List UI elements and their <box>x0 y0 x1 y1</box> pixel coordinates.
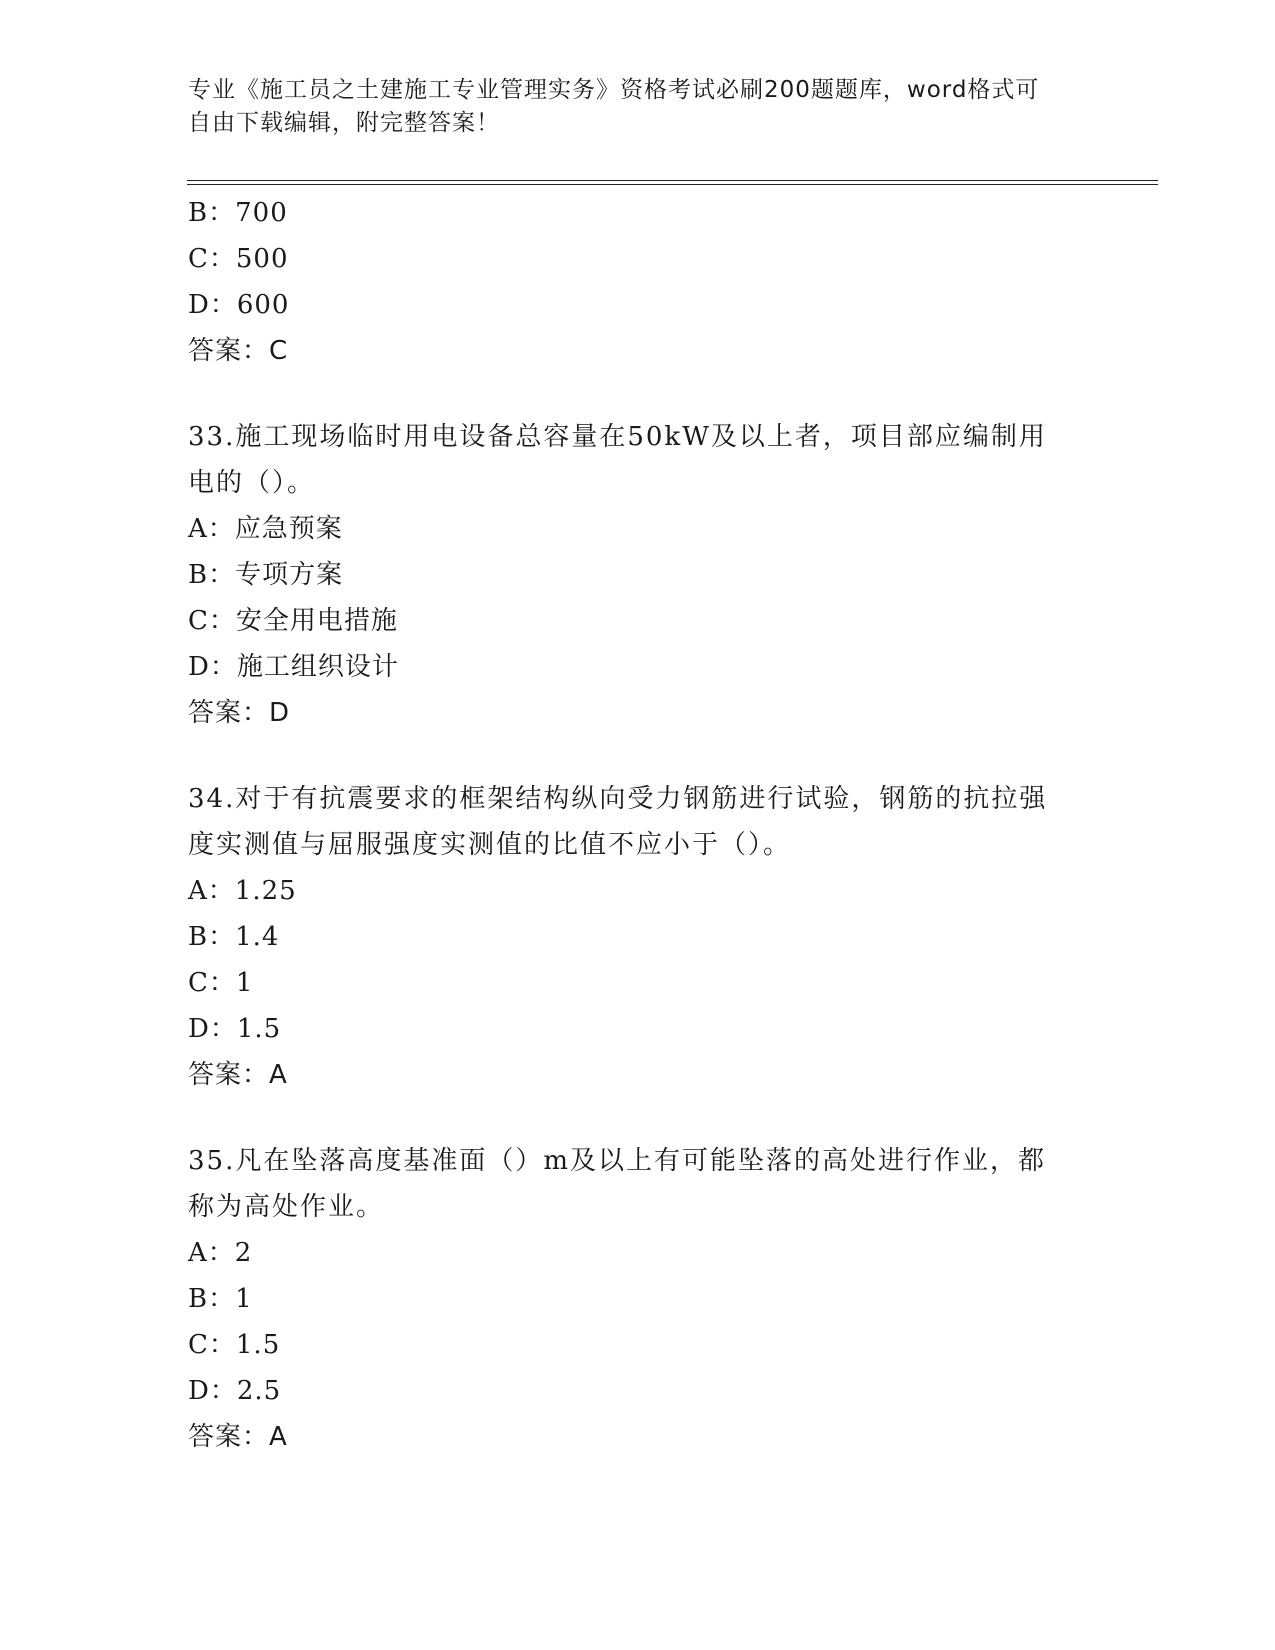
question-stem-line1: 35.凡在坠落高度基准面（）m及以上有可能坠落的高处进行作业，都 <box>188 1146 1047 1176</box>
question-stem-line2: 度实测值与屈服强度实测值的比值不应小于（）。 <box>188 830 792 860</box>
option-c: C：1 <box>188 968 254 998</box>
option-c: C：1.5 <box>188 1330 281 1360</box>
question-stem-line1: 33.施工现场临时用电设备总容量在50kW及以上者，项目部应编制用 <box>188 422 1047 452</box>
question-34 <box>188 776 1088 1098</box>
option-d: D：600 <box>188 290 290 320</box>
answer-line: 答案：A <box>188 1422 288 1452</box>
answer-line: 答案：C <box>188 336 289 366</box>
option-a: A：1.25 <box>188 876 297 906</box>
option-d: D：1.5 <box>188 1014 282 1044</box>
option-d: D：施工组织设计 <box>188 652 399 682</box>
question-32-continued <box>188 190 1088 374</box>
header-divider-top <box>187 180 1158 181</box>
answer-line: 答案：A <box>188 1060 288 1090</box>
option-b: B：1 <box>188 1284 253 1314</box>
option-b: B：专项方案 <box>188 560 344 590</box>
question-stem-line1: 34.对于有抗震要求的框架结构纵向受力钢筋进行试验，钢筋的抗拉强 <box>188 784 1048 814</box>
header-divider-bottom <box>187 184 1158 185</box>
question-33 <box>188 414 1088 736</box>
header-title-line2: 自由下载编辑，附完整答案！ <box>188 110 500 136</box>
document-header <box>188 74 1068 140</box>
header-title-line1: 专业《施工员之土建施工专业管理实务》资格考试必刷200题题库，word格式可 <box>188 77 1040 103</box>
option-c: C：安全用电措施 <box>188 606 398 636</box>
question-stem-line2: 电的（）。 <box>188 468 316 498</box>
option-a: A：应急预案 <box>188 514 343 544</box>
option-a: A：2 <box>188 1238 253 1268</box>
question-stem-line2: 称为高处作业。 <box>188 1192 385 1222</box>
option-b: B：700 <box>188 198 288 228</box>
question-35 <box>188 1138 1088 1460</box>
question-list <box>188 190 1088 1460</box>
option-d: D：2.5 <box>188 1376 282 1406</box>
option-c: C：500 <box>188 244 289 274</box>
option-b: B：1.4 <box>188 922 280 952</box>
answer-line: 答案：D <box>188 698 291 728</box>
